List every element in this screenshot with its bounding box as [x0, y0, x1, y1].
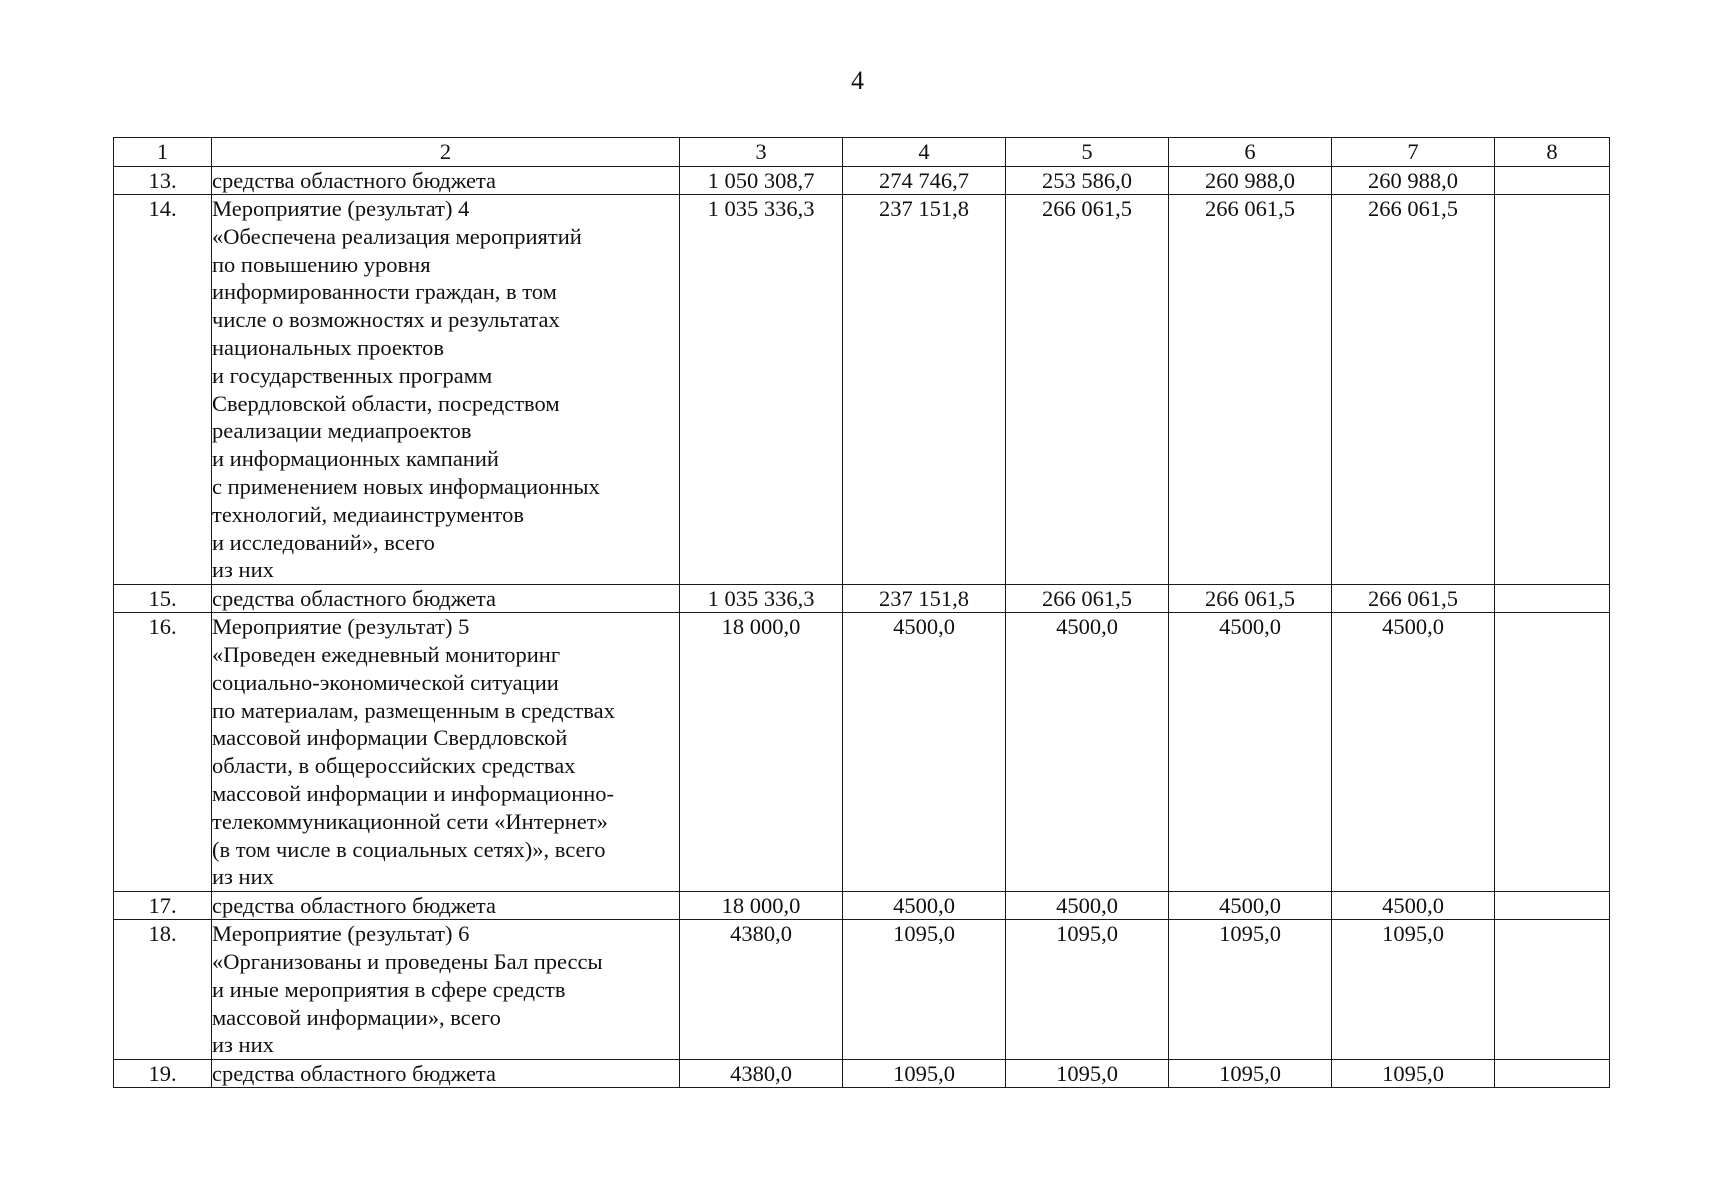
value-cell: 4500,0	[843, 613, 1006, 892]
value-cell: 1095,0	[1169, 1060, 1332, 1088]
value-cell: 1095,0	[843, 1060, 1006, 1088]
value-cell: 4380,0	[680, 920, 843, 1060]
row-number: 16.	[114, 613, 212, 892]
row-number: 14.	[114, 195, 212, 585]
table-row	[114, 195, 1610, 585]
value-cell: 4500,0	[1006, 613, 1169, 892]
row-description: Мероприятие (результат) 6 «Организованы и проведены Бал прессы и иные мероприятия в сфере средств массовой информации», всего из них	[212, 920, 680, 1060]
row-description: средства областного бюджета	[212, 585, 680, 613]
table-header-row	[114, 138, 1610, 167]
row-number: 18.	[114, 920, 212, 1060]
row-description: средства областного бюджета	[212, 1060, 680, 1088]
value-cell	[1495, 613, 1610, 892]
value-cell	[1495, 167, 1610, 195]
value-cell	[1495, 195, 1610, 585]
table-row	[114, 167, 1610, 195]
value-cell: 253 586,0	[1006, 167, 1169, 195]
row-description: Мероприятие (результат) 5 «Проведен ежедневный мониторинг социально-экономической ситуации по материалам, размещенным в средствах массовой информации Свердловской области, в общероссийских средствах массовой информации и информационно- телекоммуникационной сети «Интернет» (в том числе в социальных сетях)», всего из них	[212, 613, 680, 892]
value-cell: 18 000,0	[680, 613, 843, 892]
table-row	[114, 892, 1610, 920]
value-cell	[1495, 892, 1610, 920]
page-number: 4	[851, 66, 864, 95]
value-cell: 1095,0	[1169, 920, 1332, 1060]
value-cell: 18 000,0	[680, 892, 843, 920]
table-row	[114, 1060, 1610, 1088]
value-cell	[1495, 1060, 1610, 1088]
row-number: 17.	[114, 892, 212, 920]
row-description: средства областного бюджета	[212, 892, 680, 920]
value-cell: 4380,0	[680, 1060, 843, 1088]
value-cell: 4500,0	[1169, 892, 1332, 920]
value-cell: 4500,0	[1332, 892, 1495, 920]
value-cell: 274 746,7	[843, 167, 1006, 195]
value-cell: 266 061,5	[1332, 585, 1495, 613]
value-cell	[1495, 920, 1610, 1060]
value-cell: 4500,0	[1169, 613, 1332, 892]
header-cell: 5	[1006, 138, 1169, 167]
value-cell: 4500,0	[1332, 613, 1495, 892]
row-description: средства областного бюджета	[212, 167, 680, 195]
row-number: 19.	[114, 1060, 212, 1088]
value-cell: 266 061,5	[1006, 585, 1169, 613]
row-description: Мероприятие (результат) 4 «Обеспечена реализация мероприятий по повышению уровня информированности граждан, в том числе о возможностях и результатах национальных проектов и государственных программ Свердловской области, посредством реализации медиапроектов и информационных кампаний с применением новых информационных технологий, медиаинструментов и исследований», всего из них	[212, 195, 680, 585]
value-cell: 4500,0	[1006, 892, 1169, 920]
budget-table	[113, 137, 1610, 1088]
value-cell: 1095,0	[1006, 920, 1169, 1060]
row-number: 13.	[114, 167, 212, 195]
value-cell: 1095,0	[1332, 1060, 1495, 1088]
table-row	[114, 613, 1610, 892]
header-cell: 4	[843, 138, 1006, 167]
value-cell: 237 151,8	[843, 195, 1006, 585]
table-row	[114, 920, 1610, 1060]
header-cell: 7	[1332, 138, 1495, 167]
row-number: 15.	[114, 585, 212, 613]
value-cell: 260 988,0	[1332, 167, 1495, 195]
value-cell: 1095,0	[1006, 1060, 1169, 1088]
value-cell: 266 061,5	[1169, 585, 1332, 613]
value-cell: 266 061,5	[1006, 195, 1169, 585]
value-cell: 237 151,8	[843, 585, 1006, 613]
value-cell: 1 035 336,3	[680, 585, 843, 613]
value-cell: 4500,0	[843, 892, 1006, 920]
header-cell: 1	[114, 138, 212, 167]
header-cell: 3	[680, 138, 843, 167]
value-cell: 1095,0	[843, 920, 1006, 1060]
value-cell	[1495, 585, 1610, 613]
value-cell: 1095,0	[1332, 920, 1495, 1060]
value-cell: 1 050 308,7	[680, 167, 843, 195]
value-cell: 260 988,0	[1169, 167, 1332, 195]
value-cell: 266 061,5	[1169, 195, 1332, 585]
value-cell: 266 061,5	[1332, 195, 1495, 585]
header-cell: 8	[1495, 138, 1610, 167]
header-cell: 2	[212, 138, 680, 167]
value-cell: 1 035 336,3	[680, 195, 843, 585]
header-cell: 6	[1169, 138, 1332, 167]
table-row	[114, 585, 1610, 613]
